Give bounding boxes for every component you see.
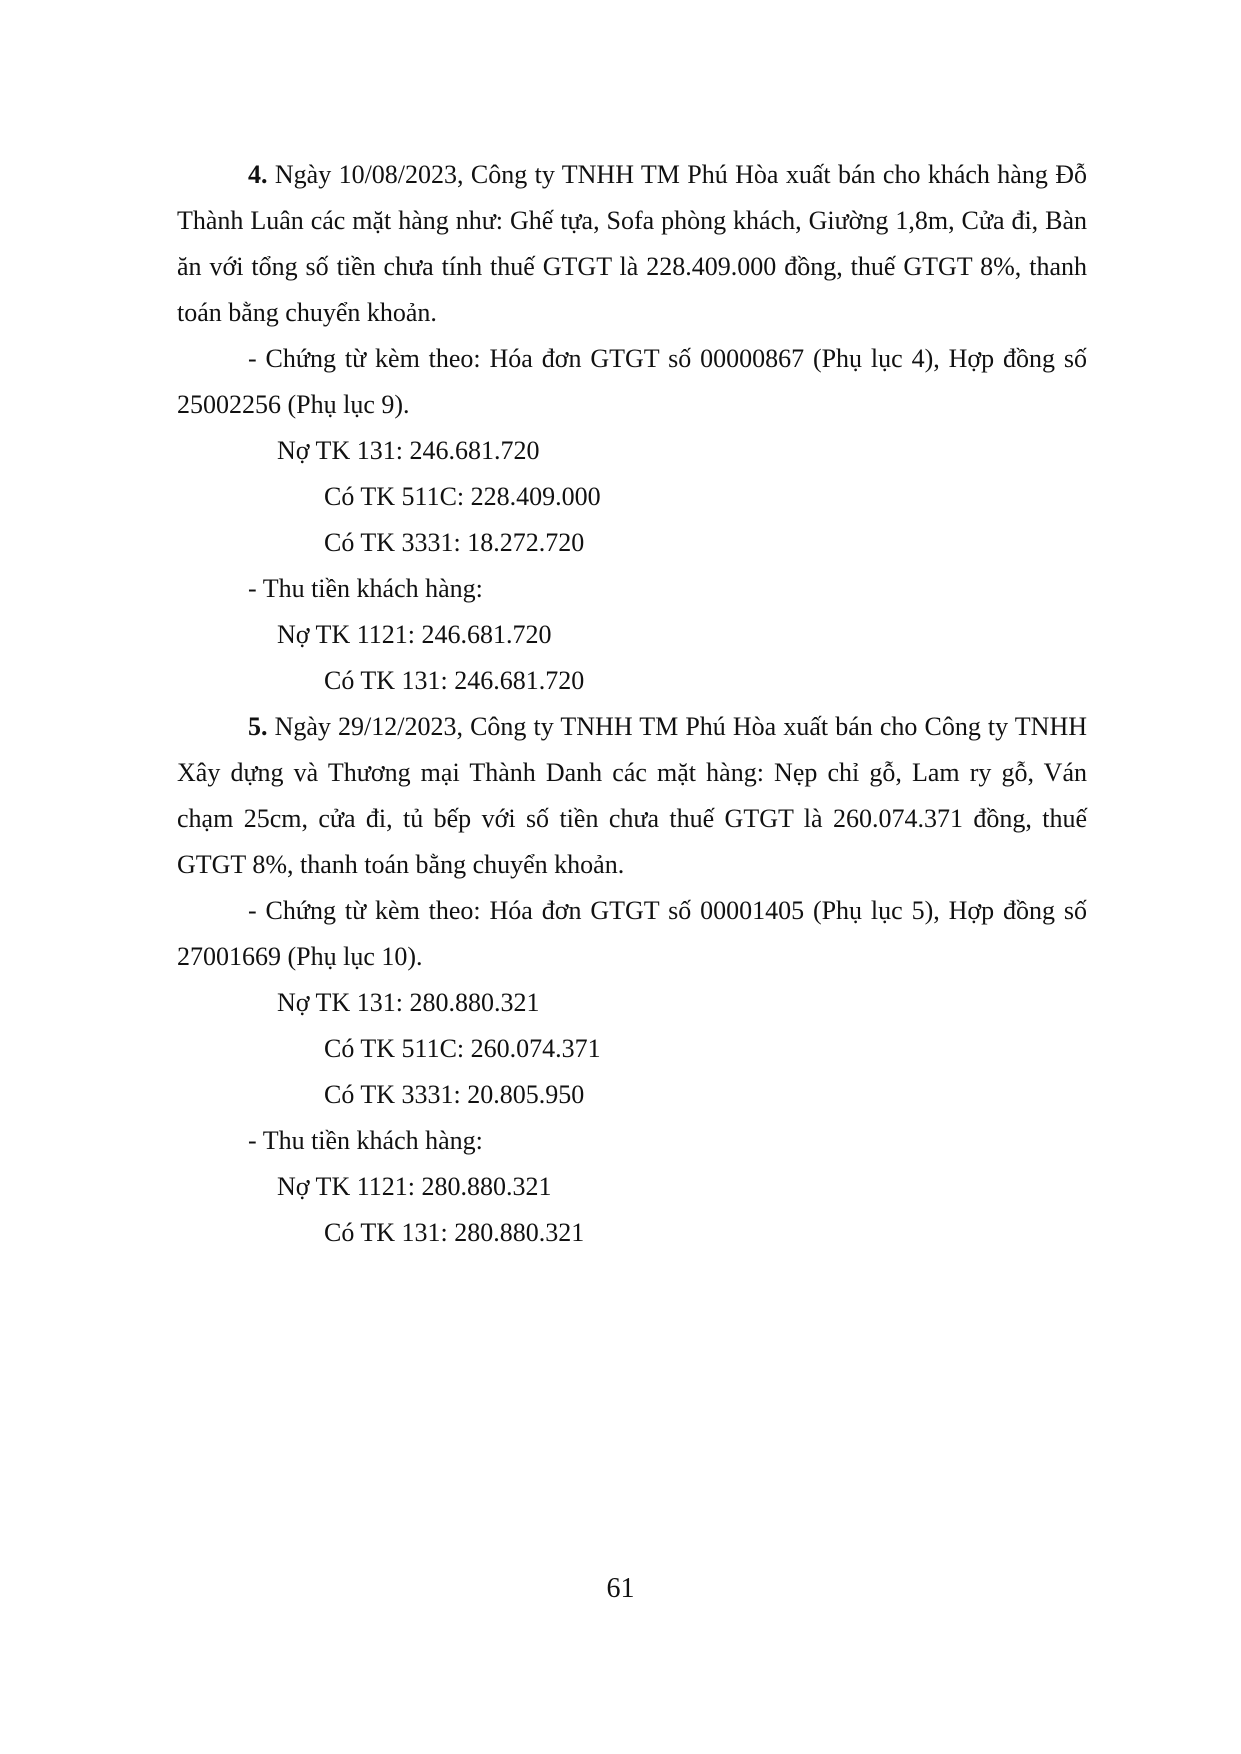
section-5-text: Ngày 29/12/2023, Công ty TNHH TM Phú Hòa xuất bán cho Công ty TNHH Xây dựng và Thương mại Thành Danh các mặt hàng: Nẹp chỉ gỗ, Lam ry gỗ, Ván chạm 25cm, cửa đi, tủ bếp với số tiền chưa thuế GTGT là 260.074.371 đồng, thuế GTGT 8%, thanh toán bằng chuyển khoản. xyxy=(177,712,1087,879)
section-5-number: 5. xyxy=(248,712,268,741)
page-number: 61 xyxy=(606,1573,635,1604)
section-4-paragraph xyxy=(177,152,1087,336)
section-4-entry-debit: Nợ TK 131: 246.681.720 xyxy=(277,436,540,465)
section-4-collect-debit: Nợ TK 1121: 246.681.720 xyxy=(277,620,552,649)
section-4-documents: - Chứng từ kèm theo: Hóa đơn GTGT số 00000867 (Phụ lục 4), Hợp đồng số 25002256 (Phụ lục 9). xyxy=(177,344,1087,419)
section-4-collect-credit: Có TK 131: 246.681.720 xyxy=(324,666,585,695)
section-5-paragraph xyxy=(177,704,1087,888)
section-4-collect-label: - Thu tiền khách hàng: xyxy=(248,574,483,603)
section-4-entry-credit-2: Có TK 3331: 18.272.720 xyxy=(324,528,585,557)
section-4-text: Ngày 10/08/2023, Công ty TNHH TM Phú Hòa xuất bán cho khách hàng Đỗ Thành Luân các mặt hàng như: Ghế tựa, Sofa phòng khách, Giường 1,8m, Cửa đi, Bàn ăn với tổng số tiền chưa tính thuế GTGT là 228.409.000 đồng, thuế GTGT 8%, thanh toán bằng chuyển khoản. xyxy=(177,160,1087,327)
section-5-collect-credit: Có TK 131: 280.880.321 xyxy=(324,1218,585,1247)
section-4-entry-credit-1: Có TK 511C: 228.409.000 xyxy=(324,482,601,511)
document-body xyxy=(177,152,1087,1256)
section-5-collect-label: - Thu tiền khách hàng: xyxy=(248,1126,483,1155)
section-5-entry-credit-2: Có TK 3331: 20.805.950 xyxy=(324,1080,585,1109)
section-4-number: 4. xyxy=(248,160,268,189)
section-5-documents: - Chứng từ kèm theo: Hóa đơn GTGT số 00001405 (Phụ lục 5), Hợp đồng số 27001669 (Phụ lục 10). xyxy=(177,896,1087,971)
section-5-collect-debit: Nợ TK 1121: 280.880.321 xyxy=(277,1172,552,1201)
section-5-entry-credit-1: Có TK 511C: 260.074.371 xyxy=(324,1034,601,1063)
section-5-entry-debit: Nợ TK 131: 280.880.321 xyxy=(277,988,540,1017)
